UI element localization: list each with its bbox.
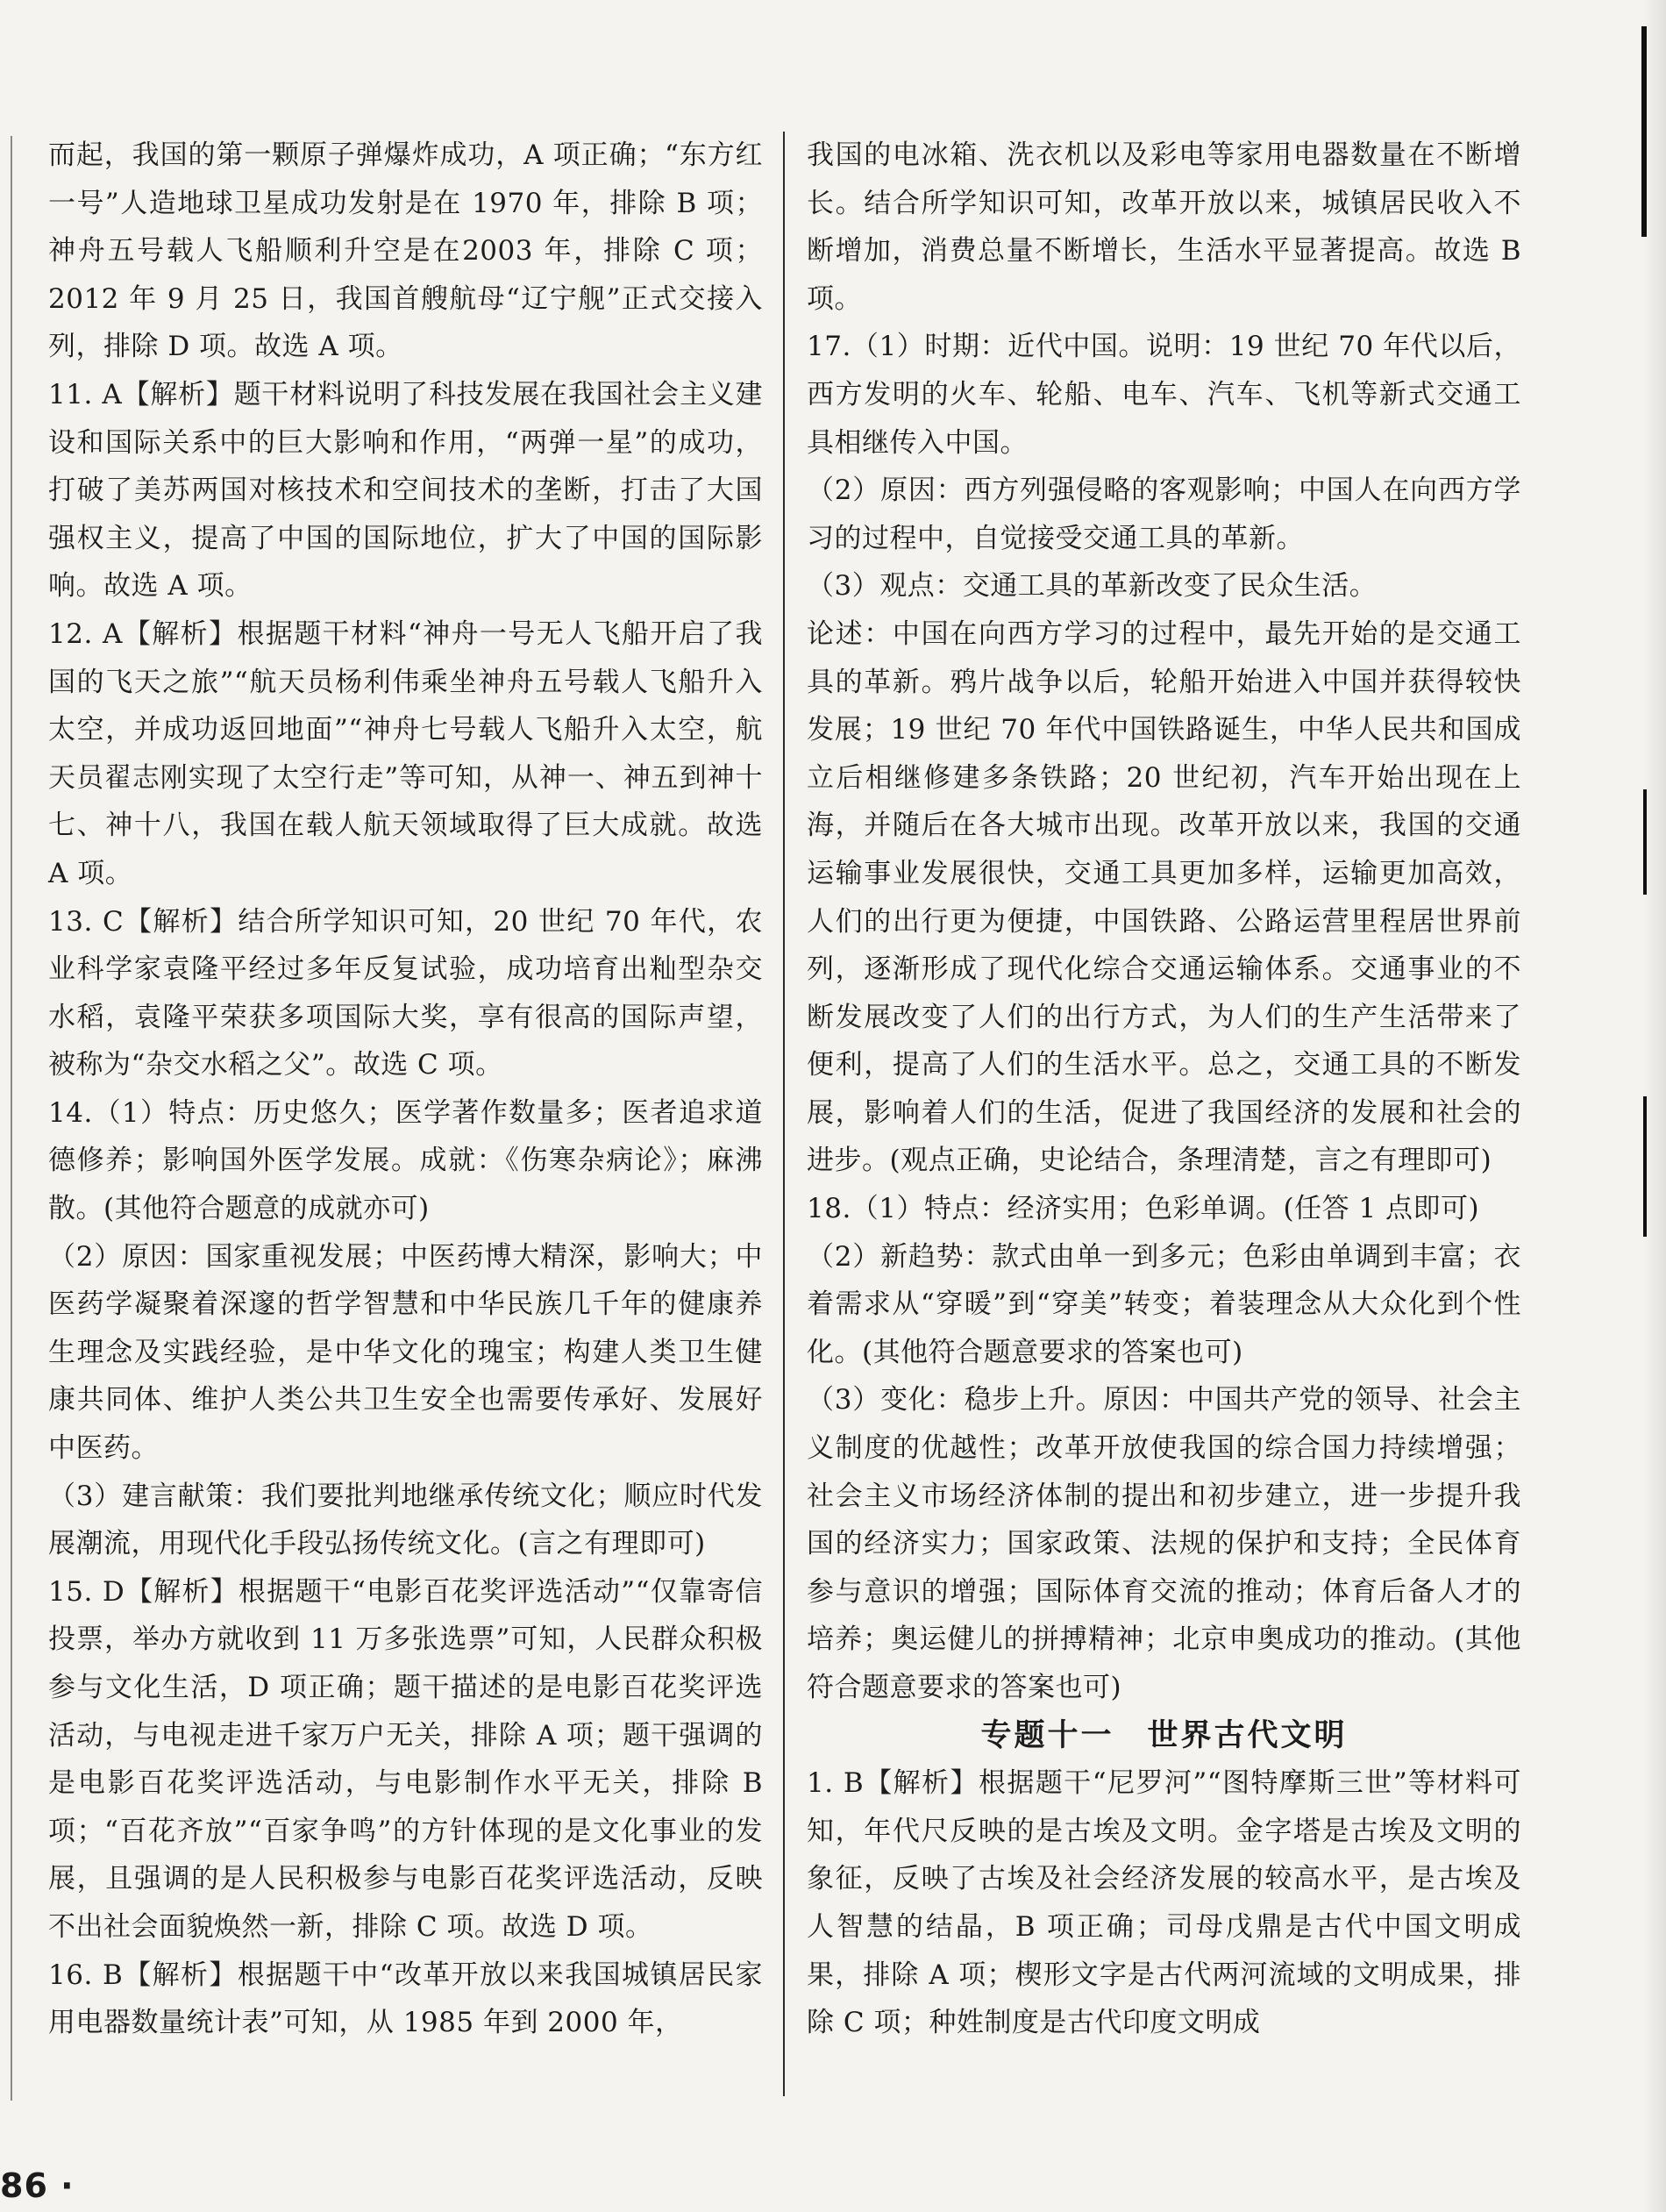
left-column	[48, 132, 763, 2047]
answer-18-part-3: （3）变化：稳步上升。原因：中国共产党的领导、社会主义制度的优越性；改革开放使我国的综合国力持续增强；社会主义市场经济体制的提出和初步建立，进一步提升我国的经济实力；国家政策、法规的保护和支持；全民体育参与意识的增强；国际体育交流的推动；体育后备人才的培养；奥运健儿的拼搏精神；北京申奥成功的推动。(其他符合题意要求的答案也可)	[807, 1384, 1521, 1703]
section-answer-1: 1. B【解析】根据题干“尼罗河”“图特摩斯三世”等材料可知，年代尺反映的是古埃及文明。金字塔是古埃及文明的象征，反映了古埃及社会经济发展的较高水平，是古埃及人智慧的结晶，B 项正确；司母戊鼎是古代中国文明成果，排除 A 项；楔形文字是古代两河流域的文明成果，排除 C 项；种姓制度是古代印度文明成	[807, 1767, 1521, 2039]
right-column	[807, 132, 1521, 2047]
answer-17-part-2: （2）原因：西方列强侵略的客观影响；中国人在向西方学习的过程中，自觉接受交通工具的革新。	[807, 475, 1521, 554]
answer-14-part-2: （2）原因：国家重视发展；中医药博大精深，影响大；中医药学凝聚着深邃的哲学智慧和中华民族几千年的健康养生理念及实践经验，是中华文化的瑰宝；构建人类卫生健康共同体、维护人类公共卫生安全也需要传承好、发展好中医药。	[48, 1240, 763, 1465]
page-number: 86 ·	[0, 2166, 75, 2205]
answer-16: 16. B【解析】根据题干中“改革开放以来我国城镇居民家用电器数量统计表”可知，从 1985 年到 2000 年，	[48, 1959, 763, 2039]
answer-13: 13. C【解析】结合所学知识可知，20 世纪 70 年代，农业科学家袁隆平经过多年反复试验，成功培育出籼型杂交水稻，袁隆平荣获多项国际大奖，享有很高的国际声望，被称为“杂交水稻之父”。故选 C 项。	[48, 905, 763, 1081]
answer-17-essay: 论述：中国在向西方学习的过程中，最先开始的是交通工具的革新。鸦片战争以后，轮船开始进入中国并获得较快发展；19 世纪 70 年代中国铁路诞生，中华人民共和国成立后相继修建多条铁路；20 世纪初，汽车开始出现在上海，并随后在各大城市出现。改革开放以来，我国的交通运输事业发展很快，交通工具更加多样，运输更加高效，人们的出行更为便捷，中国铁路、公路运营里程居世界前列，逐渐形成了现代化综合交通运输体系。交通事业的不断发展改变了人们的出行方式，为人们的生产生活带来了便利，提高了人们的生活水平。总之，交通工具的不断发展，影响着人们的生活，促进了我国经济的发展和社会的进步。(观点正确，史论结合，条理清楚，言之有理即可)	[807, 617, 1521, 1177]
answer-14-part-1: 14.（1）特点：历史悠久；医学著作数量多；医者追求道德修养；影响国外医学发展。成就：《伤寒杂病论》；麻沸散。(其他符合题意的成就亦可)	[48, 1096, 763, 1225]
binding-edge-mark	[1643, 1096, 1647, 1237]
binding-edge-mark	[1641, 26, 1647, 237]
section-heading: 专题十一 世界古代文明	[980, 1717, 1348, 1753]
answer-paragraph: 而起，我国的第一颗原子弹爆炸成功，A 项正确；“东方红一号”人造地球卫星成功发射是在 1970 年，排除 B 项；神舟五号载人飞船顺利升空是在2003 年，排除 C 项；2012 年 9 月 25 日，我国首艘航母“辽宁舰”正式交接入列，排除 D 项。故选 A 项。	[48, 139, 763, 363]
answer-12: 12. A【解析】根据题干材料“神舟一号无人飞船开启了我国的飞天之旅”“航天员杨利伟乘坐神舟五号载人飞船升入太空，并成功返回地面”“神舟七号载人飞船升入太空，航天员翟志刚实现了太空行走”等可知，从神一、神五到神十七、神十八，我国在载人航天领域取得了巨大成就。故选 A 项。	[48, 617, 763, 889]
binding-edge-mark	[1643, 789, 1647, 895]
answer-18-part-1: 18.（1）特点：经济实用；色彩单调。(任答 1 点即可)	[807, 1193, 1480, 1225]
answer-15: 15. D【解析】根据题干“电影百花奖评选活动”“仅靠寄信投票，举办方就收到 11 万多张选票”可知，人民群众积极参与文化生活，D 项正确；题干描述的是电影百花奖评选活动，与电视走进千家万户无关，排除 A 项；题干强调的是电影百花奖评选活动，与电影制作水平无关，排除 B 项；“百花齐放”“百家争鸣”的方针体现的是文化事业的发展，且强调的是人民积极参与电影百花奖评选活动，反映不出社会面貌焕然一新，排除 C 项。故选 D 项。	[48, 1575, 763, 1943]
answer-14-part-3: （3）建言献策：我们要批判地继承传统文化；顺应时代发展潮流，用现代化手段弘扬传统文化。(言之有理即可)	[48, 1480, 763, 1560]
answer-18-part-2: （2）新趋势：款式由单一到多元；色彩由单调到丰富；衣着需求从“穿暖”到“穿美”转变；着装理念从大众化到个性化。(其他符合题意要求的答案也可)	[807, 1240, 1521, 1368]
answer-17-part-3: （3）观点：交通工具的革新改变了民众生活。	[807, 570, 1378, 603]
left-page-rule	[11, 136, 12, 2101]
answer-17-part-1: 17.（1）时期：近代中国。说明：19 世纪 70 年代以后，西方发明的火车、轮船、电车、汽车、飞机等新式交通工具相继传入中国。	[807, 331, 1521, 459]
column-divider	[783, 132, 785, 2096]
answer-16-continued: 我国的电冰箱、洗衣机以及彩电等家用电器数量在不断增长。结合所学知识可知，改革开放以来，城镇居民收入不断增加，消费总量不断增长，生活水平显著提高。故选 B 项。	[807, 139, 1521, 315]
answer-11: 11. A【解析】题干材料说明了科技发展在我国社会主义建设和国际关系中的巨大影响和作用，“两弹一星”的成功，打破了美苏两国对核技术和空间技术的垄断，打击了大国强权主义，提高了中国的国际地位，扩大了中国的国际影响。故选 A 项。	[48, 378, 763, 603]
